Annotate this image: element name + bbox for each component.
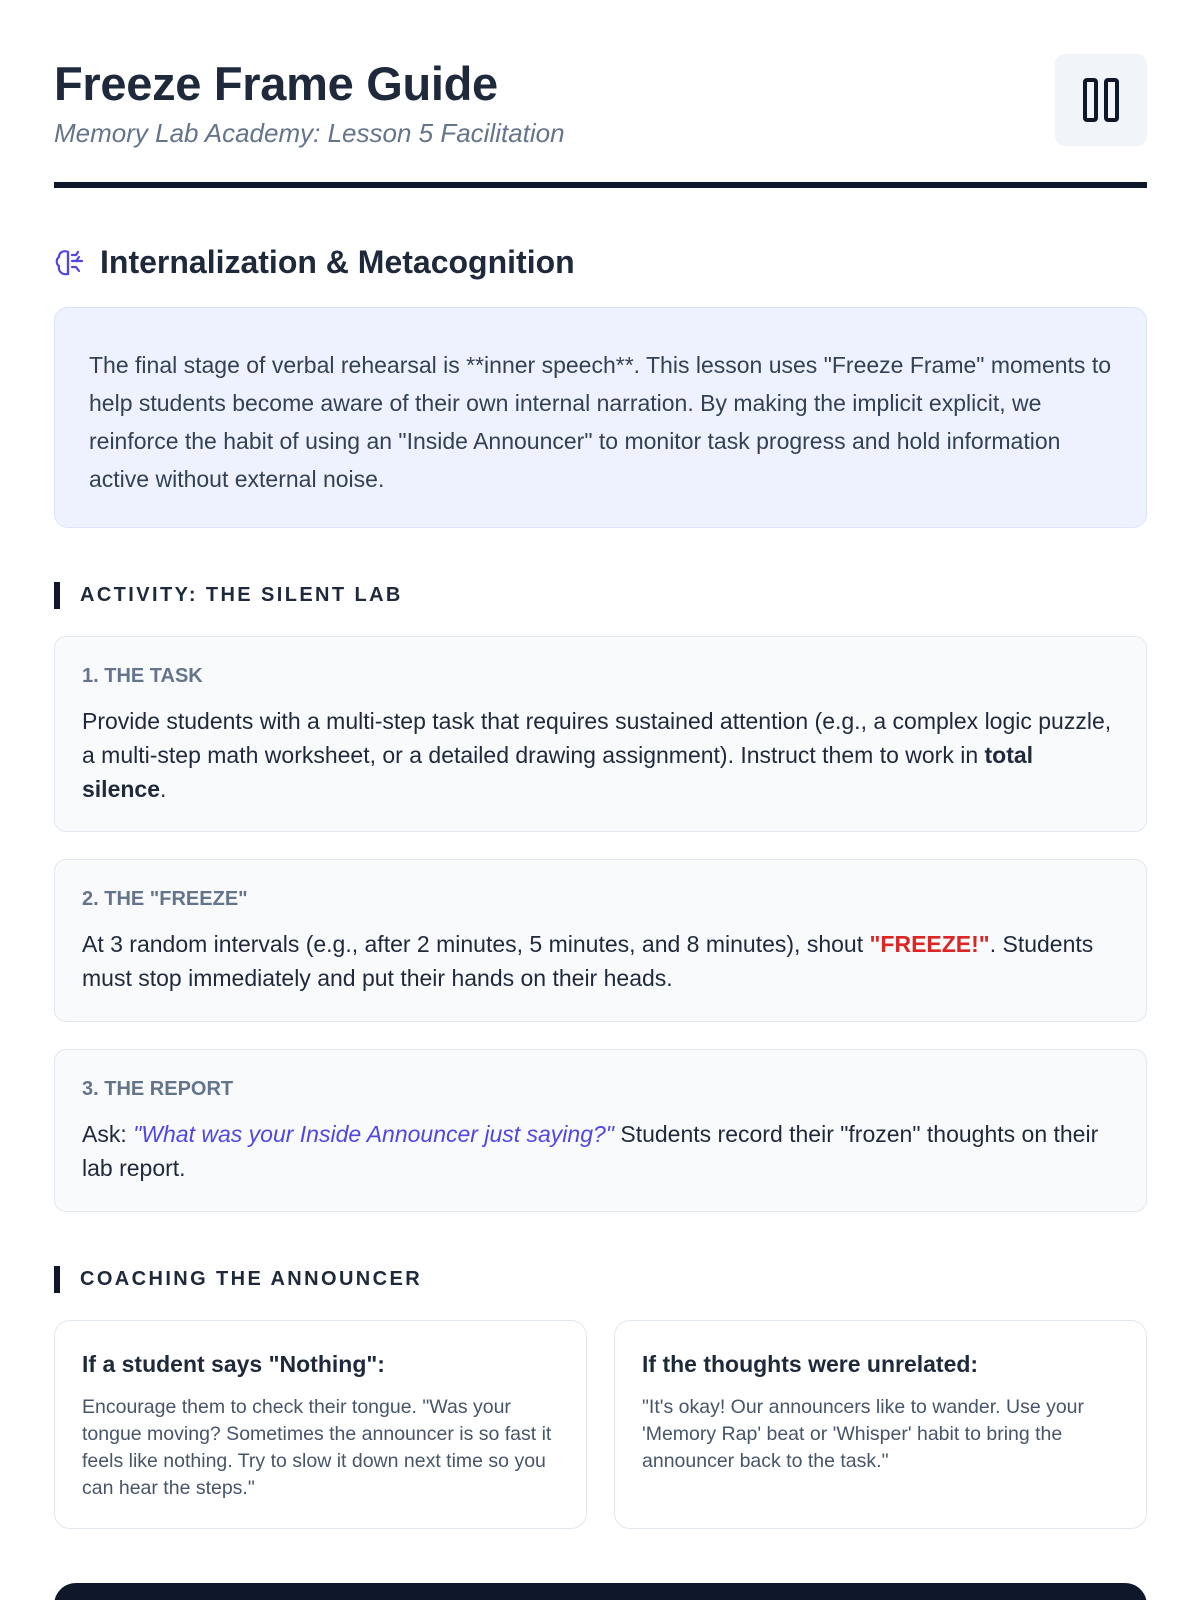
section-heading <box>54 244 575 281</box>
page-subtitle: Memory Lab Academy: Lesson 5 Facilitation <box>54 118 565 149</box>
step-card-report <box>54 1049 1147 1212</box>
pause-icon <box>1082 77 1120 123</box>
coach-card-title: If a student says "Nothing": <box>82 1351 385 1377</box>
intro-callout <box>54 307 1147 528</box>
brain-icon <box>54 247 86 279</box>
coaching-label <box>54 1266 422 1293</box>
intro-text: The final stage of verbal rehearsal is **inner speech**. This lesson uses "Freeze Frame" moments to help students become aware of their own internal narration. By making the implicit explicit, we reinforce the habit of using an "Inside Announcer" to monitor task progress and hold information active without external noise. <box>89 352 1111 492</box>
footer-bar <box>54 1583 1147 1600</box>
activity-label-text: ACTIVITY: THE SILENT LAB <box>80 584 403 606</box>
pause-button[interactable] <box>1055 54 1147 146</box>
step-title: 3. THE REPORT <box>82 1078 234 1100</box>
coach-card-text: Encourage them to check their tongue. "Was your tongue moving? Sometimes the announcer is so fast it feels like nothing. Try to slow it down next time so you can hear the steps." <box>82 1396 552 1499</box>
label-bar <box>54 582 60 609</box>
coaching-label-text: COACHING THE ANNOUNCER <box>80 1268 423 1290</box>
step-text: Ask: "What was your Inside Announcer just saying?" Students record their "frozen" thoughts on their lab report. <box>82 1121 1099 1181</box>
coach-card-text: "It's okay! Our announcers like to wander. Use your 'Memory Rap' beat or 'Whisper' habit to bring the announcer back to the task." <box>642 1396 1085 1472</box>
activity-label <box>54 582 403 609</box>
page-header <box>54 54 1147 188</box>
announcer-question: "What was your Inside Announcer just saying?" <box>133 1121 614 1147</box>
emphasis-text: total silence <box>82 742 1034 802</box>
step-title: 2. THE "FREEZE" <box>82 888 248 910</box>
label-bar <box>54 1266 60 1293</box>
page-title: Freeze Frame Guide <box>54 57 498 110</box>
step-card-task <box>54 636 1147 832</box>
section-title: Internalization & Metacognition <box>100 244 575 280</box>
coach-card-unrelated <box>614 1320 1147 1529</box>
step-title: 1. THE TASK <box>82 665 203 687</box>
step-text: Provide students with a multi-step task that requires sustained attention (e.g., a complex logic puzzle, a multi-step math worksheet, or a detailed drawing assignment). Instruct them to work in total silence. <box>82 708 1112 802</box>
coach-card-nothing <box>54 1320 587 1529</box>
freeze-callout: "FREEZE!" <box>869 931 990 957</box>
step-text: At 3 random intervals (e.g., after 2 minutes, 5 minutes, and 8 minutes), shout "FREEZE!". Students must stop immediately and put their hands on their heads. <box>82 931 1094 991</box>
coach-card-title: If the thoughts were unrelated: <box>642 1351 979 1377</box>
step-card-freeze <box>54 859 1147 1022</box>
